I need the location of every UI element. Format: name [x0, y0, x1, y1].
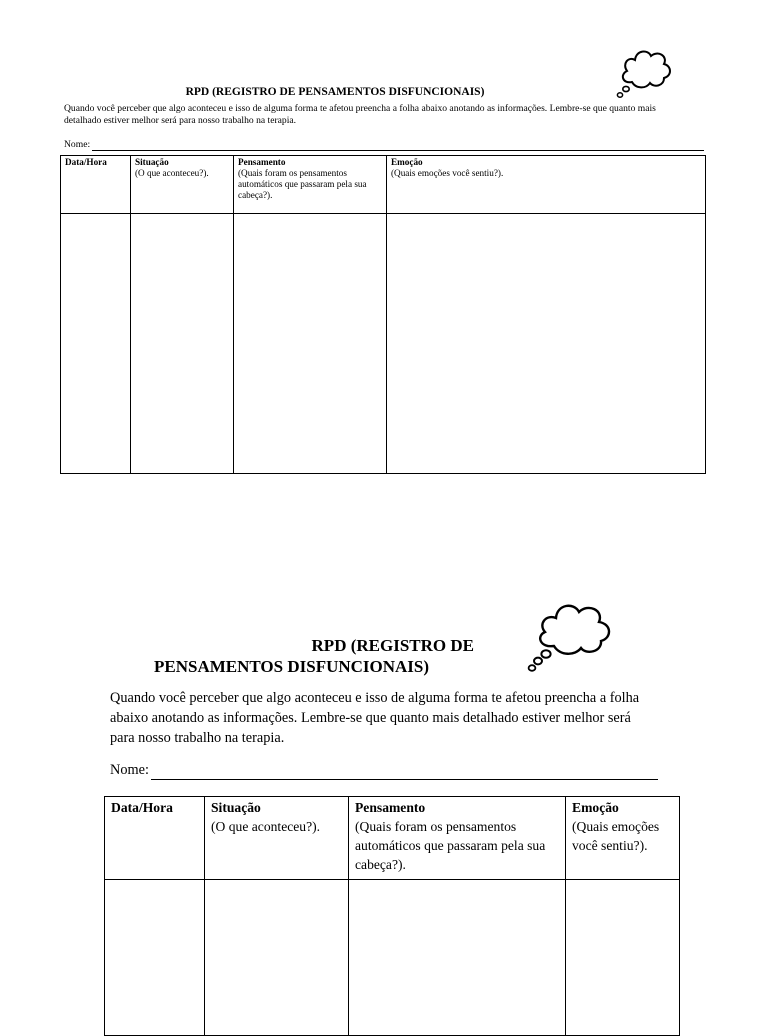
column-title: Situação: [135, 157, 169, 167]
column-header: [61, 156, 131, 214]
column-title: Pensamento: [355, 800, 426, 815]
column-title: Pensamento: [238, 157, 286, 167]
page-title: RPD (REGISTRO DE PENSAMENTOS DISFUNCIONAIS): [185, 86, 485, 98]
column-header: [205, 797, 349, 880]
page-title: [150, 635, 480, 677]
table-row[interactable]: [61, 214, 706, 474]
name-label: Nome:: [64, 139, 91, 150]
column-hint: (O que aconteceu?).: [211, 819, 321, 834]
thought-cloud-icon: [614, 44, 676, 100]
column-header: [566, 797, 680, 880]
table-cell[interactable]: [61, 214, 131, 474]
name-field[interactable]: [110, 760, 658, 780]
column-title: Data/Hora: [65, 157, 107, 167]
title-line-1: RPD (REGISTRO DE: [311, 636, 474, 655]
name-line[interactable]: [151, 765, 658, 780]
column-hint: (Quais foram os pensamentos automáticos que passaram pela sua cabeça?).: [355, 819, 546, 872]
table-cell[interactable]: [105, 880, 205, 1036]
column-header: [131, 156, 234, 214]
table-cell[interactable]: [349, 880, 566, 1036]
table-cell[interactable]: [387, 214, 706, 474]
column-header: [234, 156, 387, 214]
record-table: [60, 155, 706, 474]
column-title: Emoção: [391, 157, 423, 167]
column-header: [387, 156, 706, 214]
column-hint: (Quais emoções você sentiu?).: [572, 819, 660, 853]
column-title: Situação: [211, 800, 261, 815]
thought-cloud-icon: [524, 594, 620, 672]
name-line[interactable]: [92, 141, 704, 151]
name-field[interactable]: [64, 139, 704, 151]
table-row[interactable]: [105, 880, 680, 1036]
table-header-row: [61, 156, 706, 214]
column-header: [105, 797, 205, 880]
title-line-2: PENSAMENTOS DISFUNCIONAIS): [154, 657, 430, 676]
instructions-text: Quando você perceber que algo aconteceu e isso de alguma forma te afetou preencha a folha abaixo anotando as informações. Lembre-se que quanto mais detalhado estiver melhor será para nosso trabalho na terapia.: [110, 690, 640, 746]
table-cell[interactable]: [131, 214, 234, 474]
column-title: Data/Hora: [111, 800, 173, 815]
name-label: Nome:: [110, 762, 149, 778]
table-header-row: [105, 797, 680, 880]
column-hint: (O que aconteceu?).: [135, 168, 209, 178]
column-title: Emoção: [572, 800, 619, 815]
column-hint: (Quais foram os pensamentos automáticos que passaram pela sua cabeça?).: [238, 168, 367, 200]
column-hint: (Quais emoções você sentiu?).: [391, 168, 504, 178]
record-table: [104, 796, 680, 1036]
table-cell[interactable]: [234, 214, 387, 474]
column-header: [349, 797, 566, 880]
instructions-text: Quando você perceber que algo aconteceu e isso de alguma forma te afetou preencha a folha abaixo anotando as informações. Lembre-se que quanto mais detalhado estiver melhor será para nosso trabalho na terapia.: [64, 103, 656, 126]
table-cell[interactable]: [205, 880, 349, 1036]
table-cell[interactable]: [566, 880, 680, 1036]
